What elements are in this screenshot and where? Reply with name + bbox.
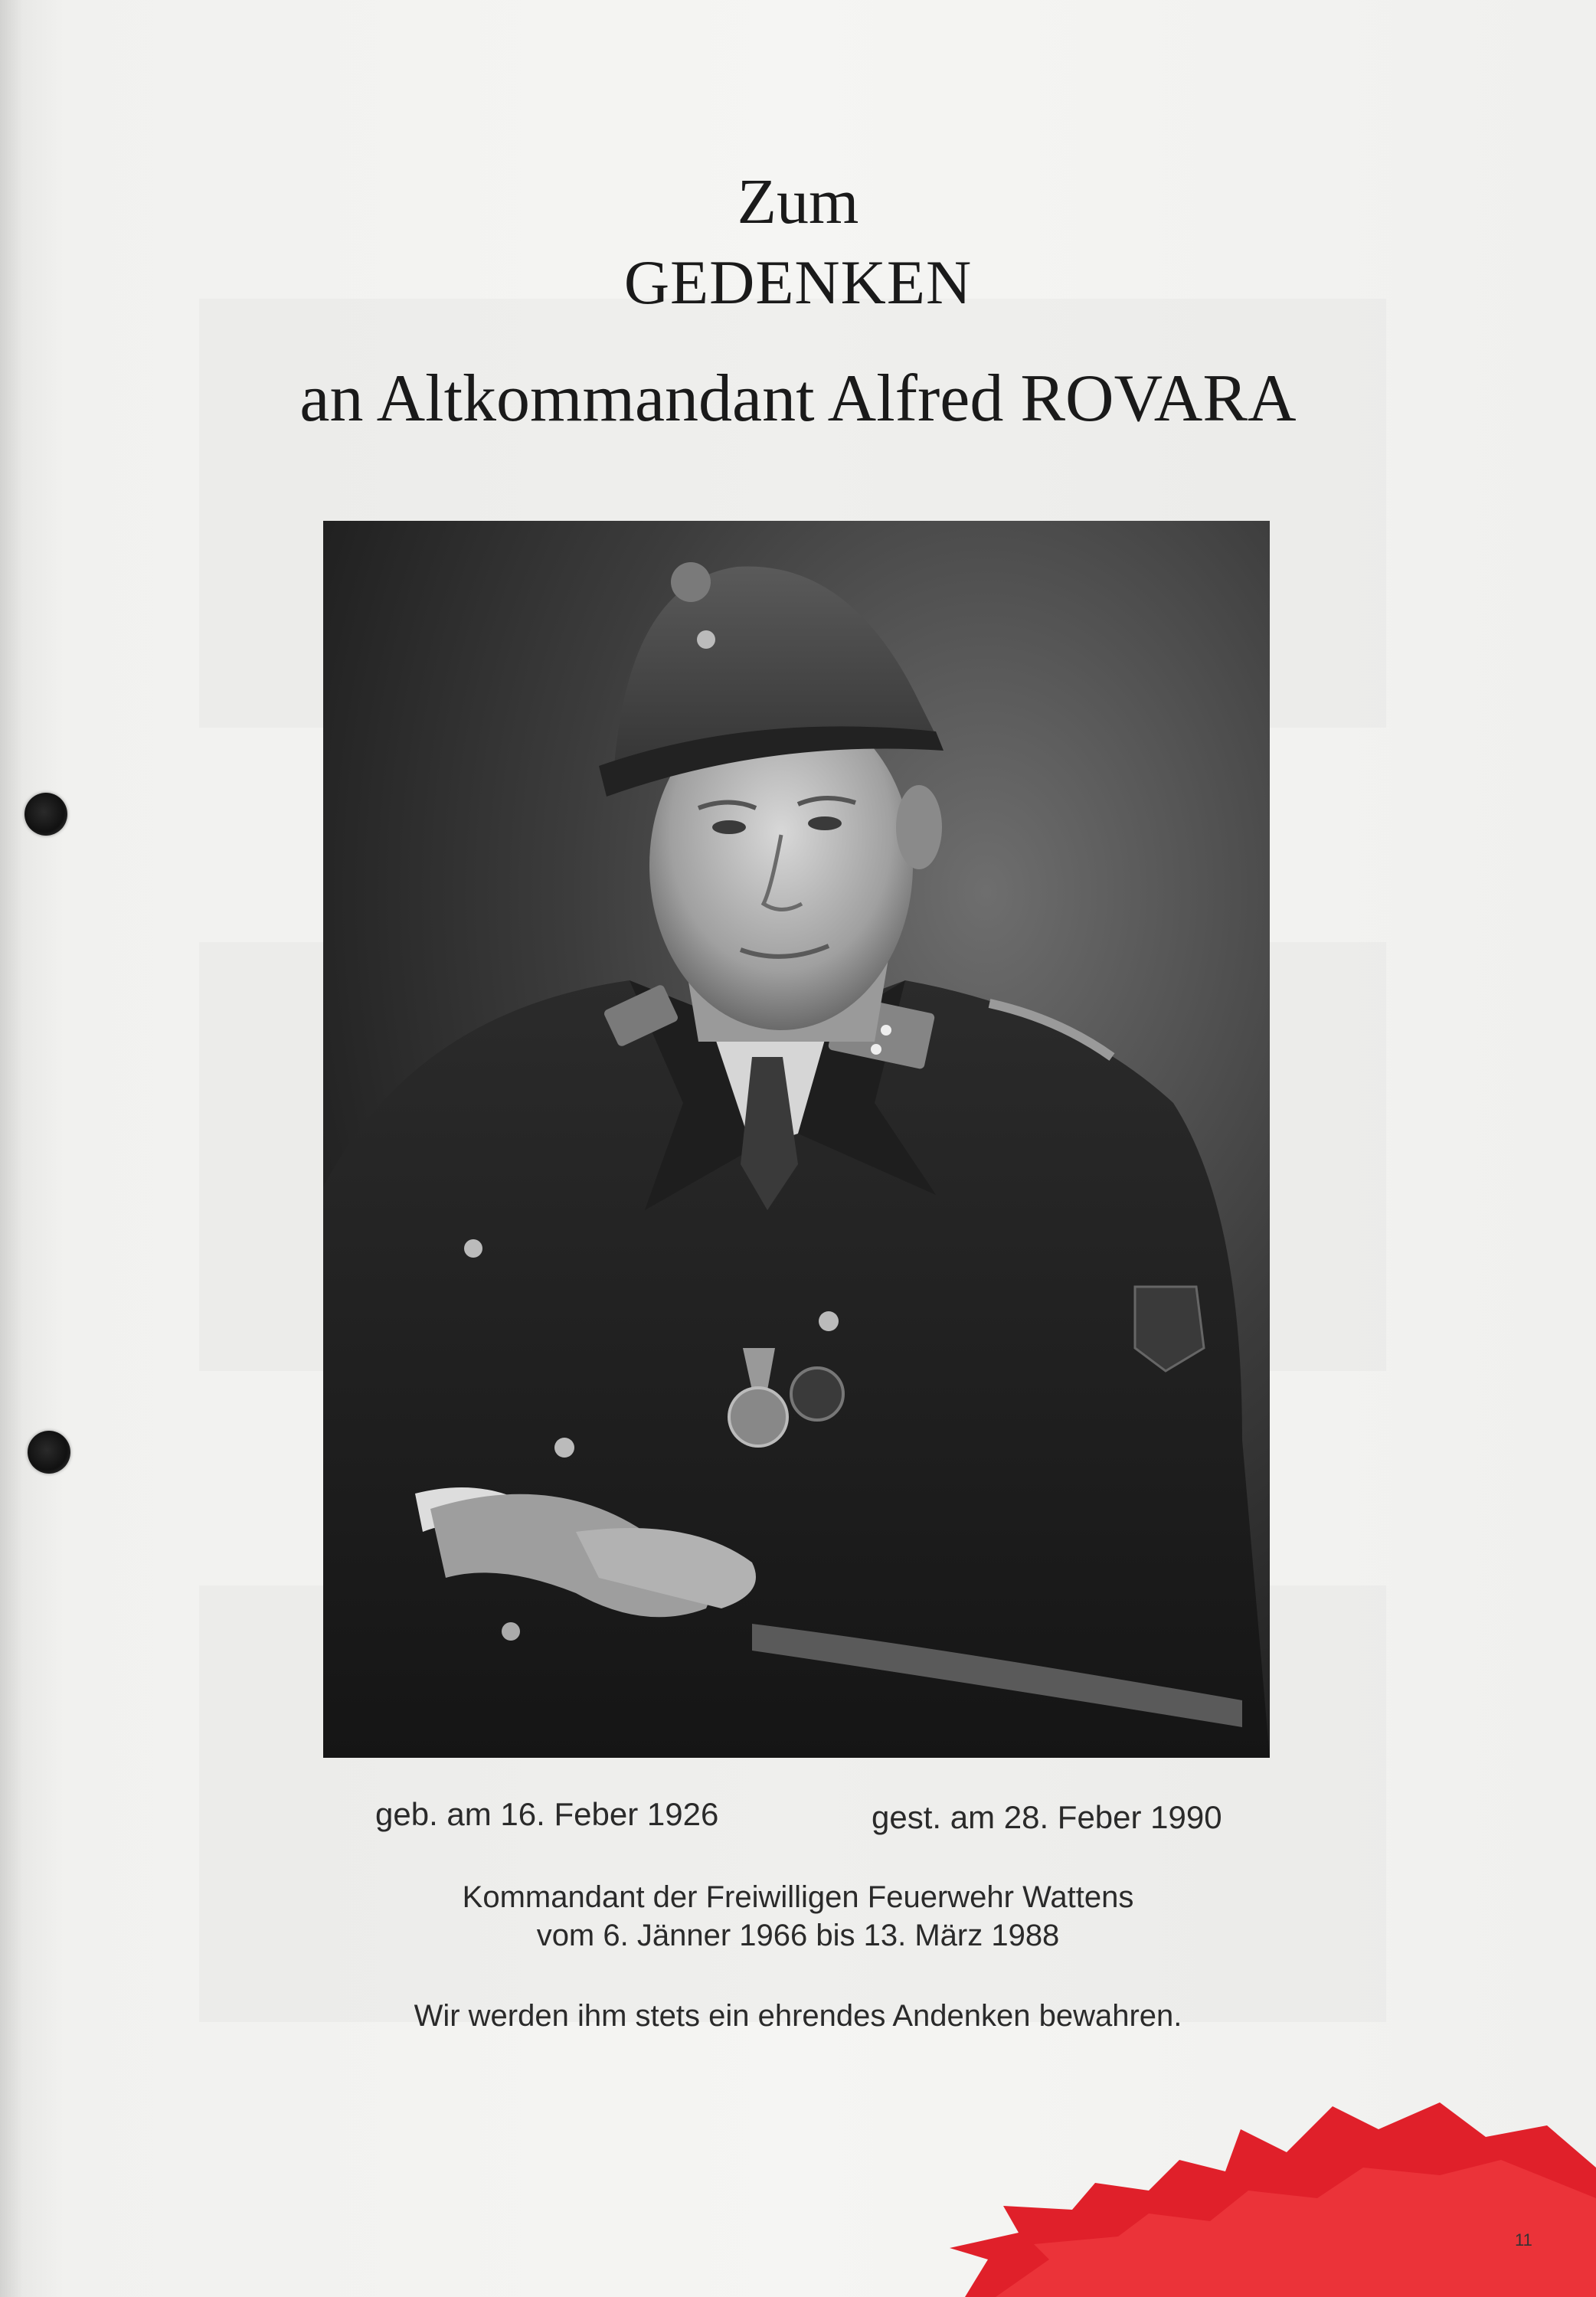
role-title: Kommandant der Freiwilligen Feuerwehr Wattens — [462, 1880, 1134, 1914]
punch-hole-icon — [25, 793, 67, 836]
heading-zum: Zum — [737, 166, 859, 237]
flame-decoration-icon — [919, 2083, 1596, 2297]
dates-row — [0, 1796, 1596, 1842]
death-date: gest. am 28. Feber 1990 — [872, 1799, 1222, 1835]
portrait-photo-icon — [323, 521, 1270, 1758]
birth-date: geb. am 16. Feber 1926 — [375, 1796, 719, 1832]
punch-hole-icon — [28, 1431, 70, 1474]
role-period: vom 6. Jänner 1966 bis 13. März 1988 — [536, 1919, 1060, 1952]
portrait-photo — [323, 521, 1270, 1758]
page-number: 11 — [1515, 2230, 1532, 2250]
heading-gedenken: GEDENKEN — [623, 247, 973, 317]
closing-text: Wir werden ihm stets ein ehrendes Andenken bewahren. — [414, 1999, 1182, 2033]
heading-name: an Altkommandant Alfred ROVARA — [299, 362, 1297, 436]
